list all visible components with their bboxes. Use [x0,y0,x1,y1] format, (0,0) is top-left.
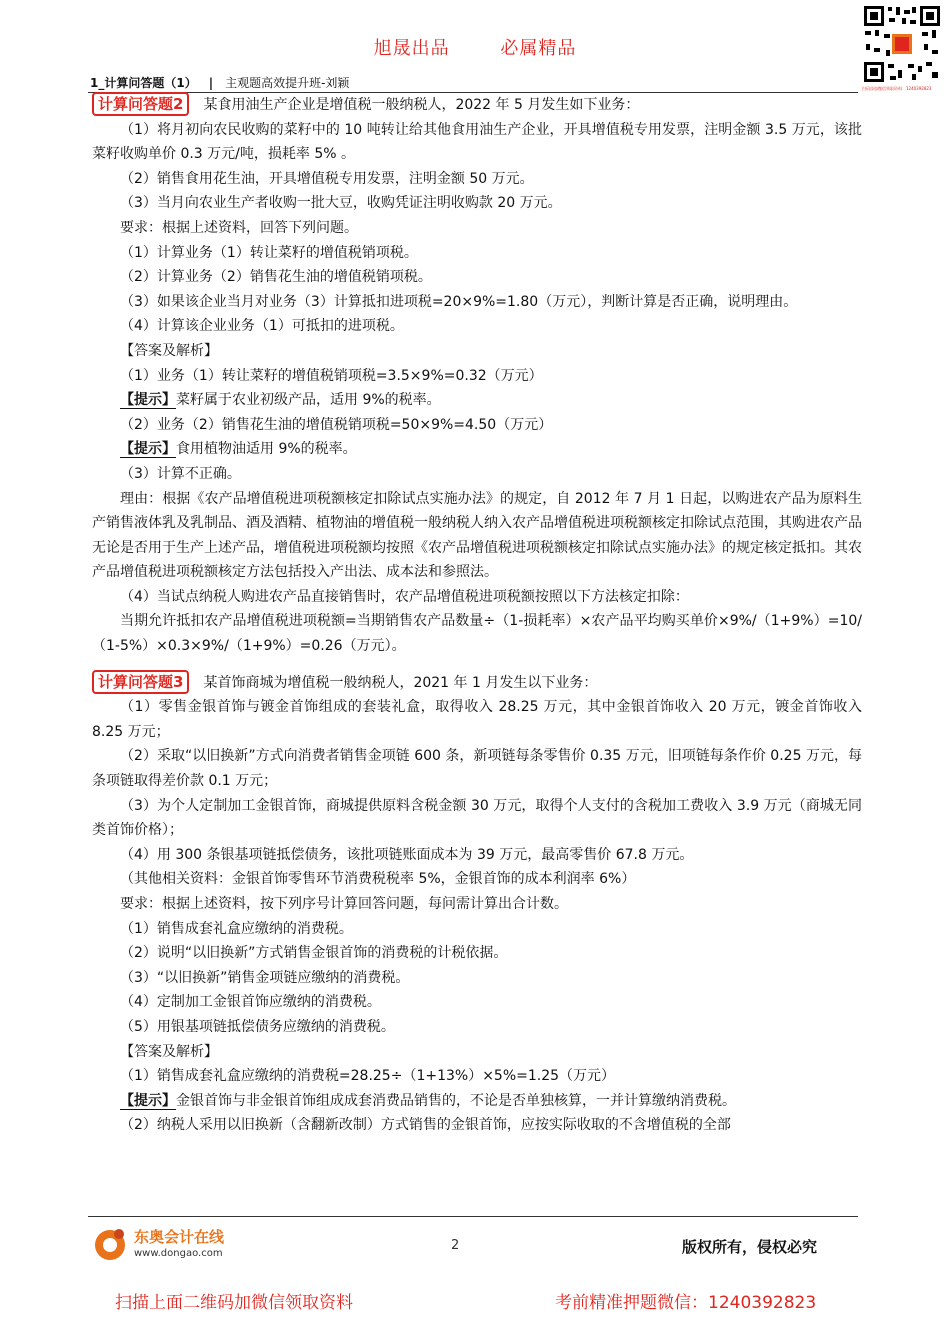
brand-slogan [0,34,950,60]
q2-tag: 计算问答题2 [92,92,189,116]
dongao-logo-icon [90,1224,130,1264]
header-separator: | [208,76,214,90]
q2-a3: （3）计算不正确。 [120,465,241,482]
copyright-notice: 版权所有，侵权必究 [682,1238,818,1256]
q2-tip2 [92,437,862,462]
header-course: 主观题高效提升班-刘颖 [225,76,350,90]
q3-r4: （4）定制加工金银首饰应缴纳的消费税。 [120,994,381,1011]
q3-a2: （2）纳税人采用以旧换新（含翻新改制）方式销售的金银首饰，应按实际收取的不含增值税的全部 [120,1117,731,1134]
q3-r3: （3）“以旧换新”销售金项链应缴纳的消费税。 [120,969,410,986]
q3-b4: （4）用 300 条银基项链抵偿债务，该批项链账面成本为 39 万元，最高零售价 67.8 万元。 [120,846,694,863]
q2-tip2-label: 【提示】 [120,441,176,458]
q2-a2: （2）业务（2）销售花生油的增值税销项税=50×9%=4.50（万元） [120,416,553,433]
q3-a1: （1）销售成套礼盒应缴纳的消费税=28.25÷（1+13%）×5%=1.25（万元） [120,1068,616,1085]
q2-formula: 当期允许抵扣农产品增值税进项税额=当期销售农产品数量÷（1-损耗率）×农产品平均购买单价×9%/（1+9%）=10/（1-5%）×0.3×9%/（1+9%）=0.26（万元）。 [92,613,862,655]
q2-req: 要求：根据上述资料，回答下列问题。 [120,219,358,236]
q2-b2: （2）销售食用花生油，开具增值税专用发票，注明金额 50 万元。 [120,170,534,187]
q2-b3: （3）当月向农业生产者收购一批大豆，收购凭证注明收购款 20 万元。 [120,195,562,212]
q3-r2: （2）说明“以旧换新”方式销售金银首饰的消费税的计税依据。 [120,945,508,962]
q2-r4: （4）计算该企业业务（1）可抵扣的进项税。 [120,318,404,335]
q2-tip1-label: 【提示】 [120,392,176,409]
q3-tag: 计算问答题3 [92,670,189,694]
page-number: 2 [451,1238,460,1253]
q3-r1: （1）销售成套礼盒应缴纳的消费税。 [120,920,353,937]
q2-reason: 理由：根据《农产品增值税进项税额核定扣除试点实施办法》的规定，自 2012 年 7 月 1 日起，以购进农产品为原料生产销售液体乳及乳制品、酒及酒精、植物油的增值税一般纳税人纳入农产品增值税进项税额核定扣除试点范围，其购进农产品无论是否用于生产上述产品，增值税进项税额均按照《农产品增值税进项税额核定扣除试点实施办法》的规定核定抵扣。其农产品增值税进项税额核定方法包括投入产出法、成本法和参照法。 [92,490,862,581]
q3-tip1-label: 【提示】 [120,1092,176,1109]
brand-right: 必属精品 [500,38,577,59]
q2-tip1-text: 菜籽属于农业初级产品，适用 9%的税率。 [176,392,441,409]
q3-tip1 [92,1089,862,1114]
q3-b2: （2）采取“以旧换新”方式向消费者销售金项链 600 条，新项链每条零售价 0.35 万元，旧项链每条作价 0.25 万元，每条项链取得差价款 0.1 万元； [92,748,862,790]
q2-intro-text: 某食用油生产企业是增值税一般纳税人，2022 年 5 月发生如下业务： [203,97,640,113]
page-header [90,74,349,91]
q2-r2: （2）计算业务（2）销售花生油的增值税销项税。 [120,269,432,286]
document-body [92,92,862,1138]
q2-a4: （4）当试点纳税人购进农产品直接销售时，农产品增值税进项税额按照以下方法核定扣除： [120,588,689,605]
q3-req: 要求：根据上述资料，按下列序号计算回答问题，每问需计算出合计数。 [120,896,568,912]
q2-tip2-text: 食用植物油适用 9%的税率。 [176,441,357,458]
q2-tip1 [92,388,862,413]
logo-url: www.dongao.com [134,1248,223,1259]
q3-b1: （1）零售金银首饰与镀金首饰组成的套装礼盒，取得收入 28.25 万元，其中金银首饰收入 20 万元，镀金首饰收入 8.25 万元； [92,699,862,740]
q3-r5: （5）用银基项链抵偿债务应缴纳的消费税。 [120,1018,395,1035]
q2-b1: （1）将月初向农民收购的菜籽中的 10 吨转让给其他食用油生产企业，开具增值税专用发票，注明金额 3.5 万元，该批菜籽收购单价 0.3 万元/吨，损耗率 5% 。 [92,121,862,163]
q2-r3: （3）如果该企业当月对业务（3）计算抵扣进项税=20×9%=1.80（万元），判断计算是否正确，说明理由。 [120,293,798,310]
q3-tip1-text: 金银首饰与非金银首饰组成成套消费品销售的，不论是否单独核算，一并计算缴纳消费税。 [176,1092,736,1109]
q3-other: （其他相关资料：金银首饰零售环节消费税税率 5%，金银首饰的成本利润率 6%） [120,871,636,888]
bottom-promo-left: 扫描上面二维码加微信领取资料 [115,1293,353,1313]
q2-ans: 【答案及解析】 [120,342,218,359]
qr-note: 扫码添加微信领取资料：1240392823 [862,86,932,91]
q3-b3: （3）为个人定制加工金银首饰，商城提供原料含税金额 30 万元，取得个人支付的含税加工费收入 3.9 万元（商城无同类首饰价格）； [92,797,862,839]
header-section: 1_计算问答题（1） [90,76,197,90]
q3-intro [92,670,862,696]
brand-left: 旭晟出品 [373,38,450,59]
q2-a1: （1）业务（1）转让菜籽的增值税销项税=3.5×9%=0.32（万元） [120,367,543,384]
footer-divider [88,1216,858,1217]
q3-intro-text: 某首饰商城为增值税一般纳税人，2021 年 1 月发生以下业务： [203,674,598,691]
q2-r1: （1）计算业务（1）转让菜籽的增值税销项税。 [120,244,418,261]
logo-name: 东奥会计在线 [134,1228,225,1246]
qr-code-icon [862,4,942,84]
q3-ans: 【答案及解析】 [120,1043,218,1060]
bottom-promo-right: 考前精准押题微信：1240392823 [555,1293,817,1313]
q2-intro [92,92,862,118]
